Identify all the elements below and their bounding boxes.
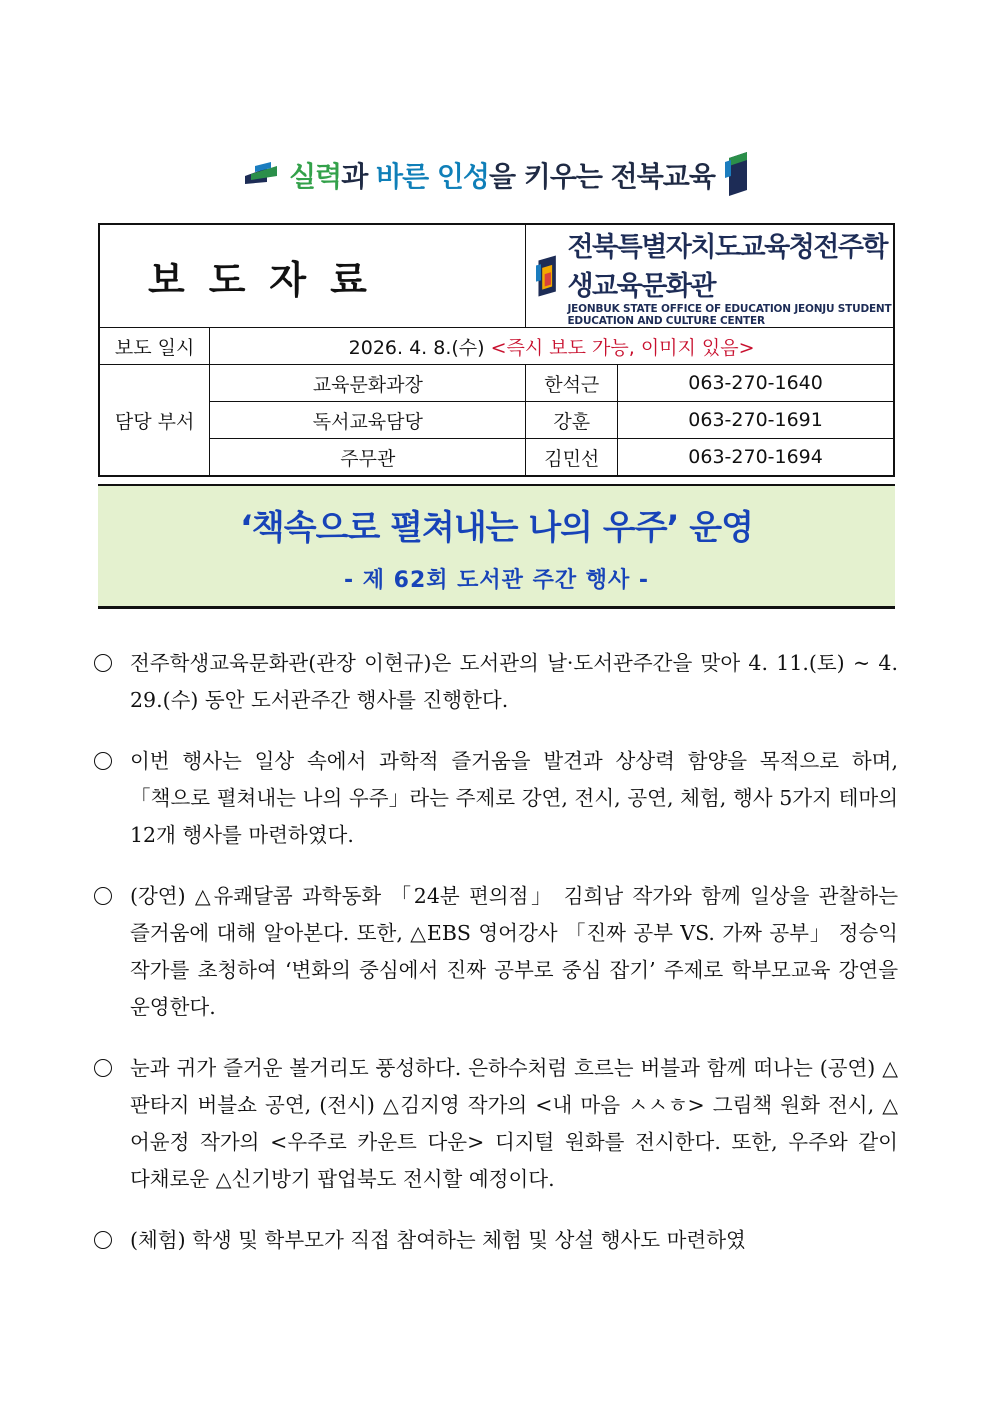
paragraph-text: (체험) 학생 및 학부모가 직접 참여하는 체험 및 상설 행사도 마련하였: [130, 1228, 746, 1252]
org-logo-icon: [536, 243, 557, 309]
paragraph-text: (강연) △유쾌달콤 과학동화 「24분 편의점」 김희남 작가와 함께 일상을 관찰하는 즐거움에 대해 알아본다. 또한, △EBS 영어강사 「진짜 공부 VS. 가짜 공부」 정승익 작가를 초청하여 ‘변화의 중심에서 진짜 공부로 중심 잡기’ 주제로 학부모교육 강연을 운영한다.: [130, 884, 898, 1019]
paragraph: [92, 645, 898, 719]
headline-subtitle: - 제 62회 도서관 주간 행사 -: [343, 568, 650, 593]
slogan-left-logo-icon: [243, 162, 279, 188]
paragraph-text: 전주학생교육문화관(관장 이현규)은 도서관의 날·도서관주간을 맞아 4. 11.(토) ~ 4. 29.(수) 동안 도서관주간 행사를 진행한다.: [130, 651, 898, 712]
circle-bullet-icon: [92, 645, 118, 671]
circle-bullet-icon: [92, 878, 118, 904]
paragraph: [92, 1050, 898, 1198]
contact-phone: 063-270-1640: [618, 365, 894, 402]
paragraph: [92, 1222, 898, 1259]
paragraph: [92, 743, 898, 854]
contact-dept: 교육문화과장: [210, 365, 526, 402]
press-release-title: 보도자료: [99, 224, 526, 328]
org-header: [526, 224, 894, 328]
article-body: [92, 645, 898, 1283]
release-date-value: 2026. 4. 8.(수): [348, 336, 485, 359]
release-date-note: <즉시 보도 가능, 이미지 있음>: [490, 336, 755, 359]
contact-name: 한석근: [526, 365, 618, 402]
paragraph: [92, 878, 898, 1026]
circle-bullet-icon: [92, 1050, 118, 1076]
slogan-right-logo-icon: [725, 150, 749, 200]
contact-dept: 독서교육담당: [210, 402, 526, 439]
release-date-label: 보도 일시: [99, 328, 210, 365]
org-name-english: JEONBUK STATE OFFICE OF EDUCATION JEONJU STUDENT EDUCATION AND CULTURE CENTER: [567, 303, 892, 327]
circle-bullet-icon: [92, 743, 118, 769]
department-label: 담당 부서: [99, 365, 210, 477]
press-info-table: [98, 223, 895, 477]
circle-bullet-icon: [92, 1222, 118, 1248]
contact-phone: 063-270-1691: [618, 402, 894, 439]
slogan-text: 실력과 바른 인성을 키우는 전북교육: [289, 160, 715, 193]
contact-name: 김민선: [526, 439, 618, 477]
headline-title: ‘책속으로 펼쳐내는 나의 우주’ 운영: [240, 508, 753, 548]
headline-box: [98, 484, 895, 609]
paragraph-text: 이번 행사는 일상 속에서 과학적 즐거움을 발견과 상상력 함양을 목적으로 하며,「책으로 펼쳐내는 나의 우주」라는 주제로 강연, 전시, 공연, 체험, 행사 5가지 테마의 12개 행사를 마련하였다.: [130, 749, 898, 847]
paragraph-text: 눈과 귀가 즐거운 볼거리도 풍성하다. 은하수처럼 흐르는 버블과 함께 떠나는 (공연) △판타지 버블쇼 공연, (전시) △김지영 작가의 <내 마음 ㅅㅅㅎ> 그림책 원화 전시, △어윤정 작가의 <우주로 카운트 다운> 디지털 원화를 전시한다. 또한, 우주와 같이 다채로운 △신기방기 팝업북도 전시할 예정이다.: [130, 1056, 898, 1191]
org-name-korean: 전북특별자치도교육청전주학생교육문화관: [567, 232, 888, 302]
contact-name: 강훈: [526, 402, 618, 439]
contact-phone: 063-270-1694: [618, 439, 894, 477]
contact-dept: 주무관: [210, 439, 526, 477]
slogan-banner: [0, 150, 992, 200]
release-date-cell: [210, 328, 894, 365]
